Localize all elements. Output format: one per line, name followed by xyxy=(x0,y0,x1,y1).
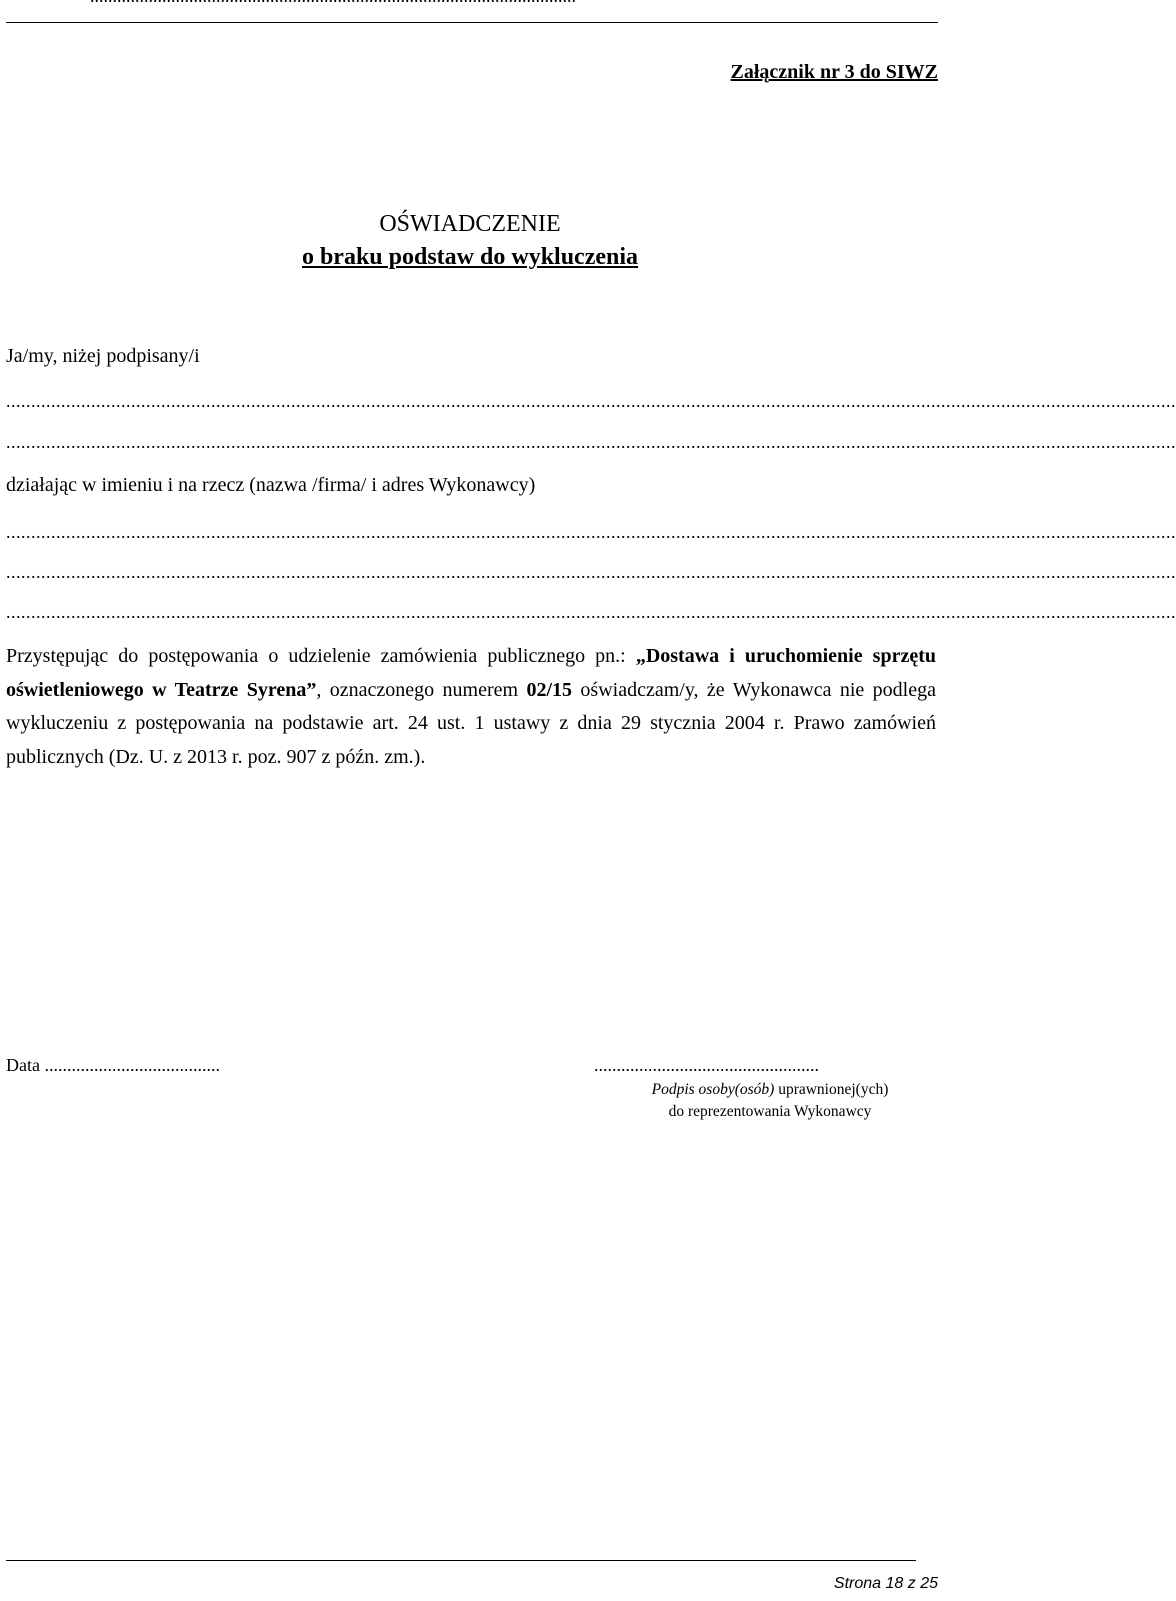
header-dots xyxy=(90,0,576,7)
signatory-label: Ja/my, niżej podpisany/i xyxy=(6,345,200,367)
title-line-2: o braku podstaw do wykluczenia xyxy=(301,244,639,270)
footer-rule xyxy=(6,1560,916,1561)
dotted-line-5: .......................................................................................................................................................................................................................................... xyxy=(6,602,1176,622)
tender-subject: „Dostawa i uruchomienie sprzętu oświetleniowego w Teatrze Syrena” xyxy=(6,645,936,701)
header-rule xyxy=(6,22,938,23)
statement-paragraph xyxy=(6,640,936,774)
acting-label: działając w imieniu i na rzecz (nazwa /firma/ i adres Wykonawcy) xyxy=(6,474,536,496)
dotted-line-3: .......................................................................................................................................................................................................................................... xyxy=(6,522,1176,542)
dotted-line-1: .......................................................................................................................................................................................................................................... xyxy=(6,391,1176,411)
dotted-line-2: .......................................................................................................................................................................................................................................... xyxy=(6,432,1176,452)
statement-intro: Przystępując do postępowania o udzielenie zamówienia publicznego pn.: xyxy=(6,645,636,667)
signature-caption-italic: Podpis osoby(osób) xyxy=(651,1081,775,1098)
title-line-1: OŚWIADCZENIE xyxy=(379,211,561,237)
dotted-line-4: .......................................................................................................................................................................................................................................... xyxy=(6,562,1176,582)
tender-number: 02/15 xyxy=(526,678,573,701)
signature-caption-line-1 xyxy=(600,1079,940,1101)
document-title xyxy=(0,208,940,274)
date-label: Data ....................................... xyxy=(6,1055,220,1075)
statement-rest: oświadczam/y, że Wykonawca nie podlega wykluczeniu z postępowania na podstawie art. 24 ust. 1 ustawy z dnia 29 stycznia 2004 r. Prawo zamówień publicznych (Dz. U. z 2013 r. poz. 907 z późn. zm.). xyxy=(6,678,936,768)
signature-caption-rest: uprawnionej(ych) xyxy=(774,1081,889,1098)
attachment-label: Załącznik nr 3 do SIWZ xyxy=(730,61,938,83)
signature-caption xyxy=(600,1079,940,1123)
page-number: Strona 18 z 25 xyxy=(833,1575,938,1592)
signature-dots: .................................................. xyxy=(594,1055,819,1075)
signature-caption-line-2: do reprezentowania Wykonawcy xyxy=(668,1103,872,1120)
statement-after-subject: , oznaczonego numerem xyxy=(316,678,527,701)
